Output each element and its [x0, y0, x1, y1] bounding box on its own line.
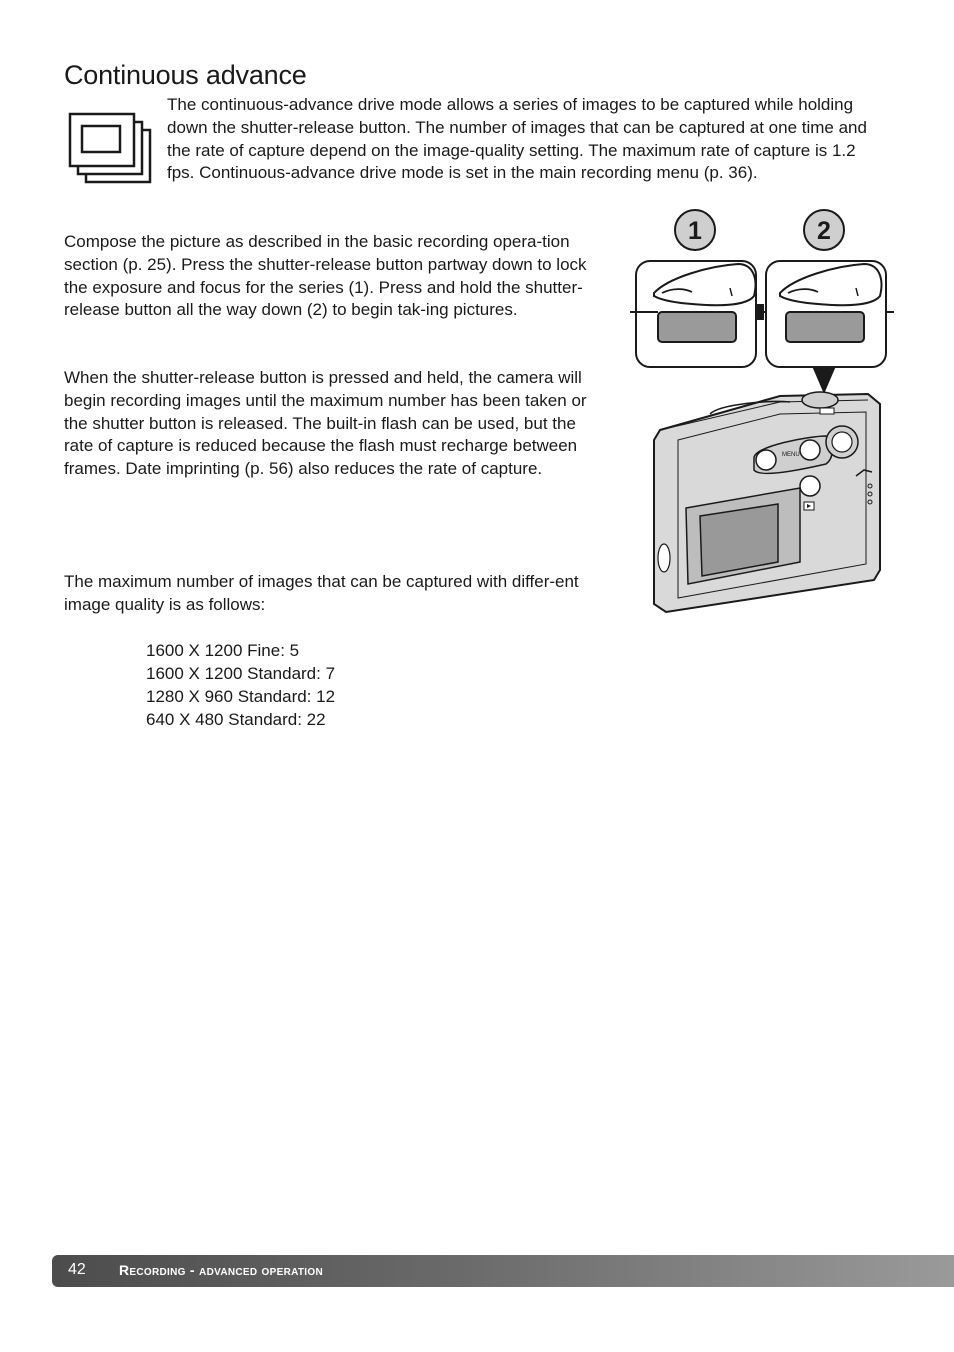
page-number: 42 — [68, 1261, 86, 1278]
compose-paragraph: Compose the picture as described in the basic recording opera-tion section (p. 25). Press the shutter-release button partway down to lock the exposure and focus for the series (1). Press and hold the shutter-release button all the way down (2) to begin tak-ing pictures. — [64, 232, 587, 320]
step-2-badge — [804, 210, 844, 250]
list-item: 1280 X 960 Standard: 12 — [146, 687, 336, 706]
step-2-label: 2 — [817, 217, 831, 245]
intro-text: The continuous-advance drive mode allows a series of images to be captured while holding down the shutter-release button. The number of images that can be captured at one time and the rate of capture depend on the image-quality setting. The maximum rate of capture is 1.2 fps. Continuous-advance drive mode is set in the main recording menu (p. 36). — [167, 95, 867, 183]
recording-paragraph: When the shutter-release button is pressed and held, the camera will begin recording images until the maximum number has been taken or the shutter button is released. The built-in flash can be used, but the rate of capture is reduced because the flash must recharge between frames. Date imprinting (p. 56) also reduces the rate of capture. — [64, 368, 587, 479]
down-arrow-icon — [812, 366, 836, 394]
continuous-advance-icon — [66, 110, 156, 186]
full-press-panel — [766, 261, 886, 367]
list-item: 1600 X 1200 Standard: 7 — [146, 664, 336, 683]
max-images-paragraph: The maximum number of images that can be captured with differ-ent image quality is as follows: — [64, 572, 579, 614]
page-title: Continuous advance — [64, 60, 307, 90]
half-press-panel — [636, 261, 756, 367]
step-1-badge — [675, 210, 715, 250]
image-quality-list — [146, 639, 335, 731]
camera-menu-label: MENU — [782, 452, 800, 458]
step-1-label: 1 — [688, 217, 702, 245]
camera-back-icon — [654, 392, 880, 612]
list-item: 640 X 480 Standard: 22 — [146, 710, 326, 729]
list-item: 1600 X 1200 Fine: 5 — [146, 641, 300, 660]
section-name: Recording - advanced operation — [119, 1262, 323, 1278]
shutter-release-illustration — [630, 208, 894, 618]
